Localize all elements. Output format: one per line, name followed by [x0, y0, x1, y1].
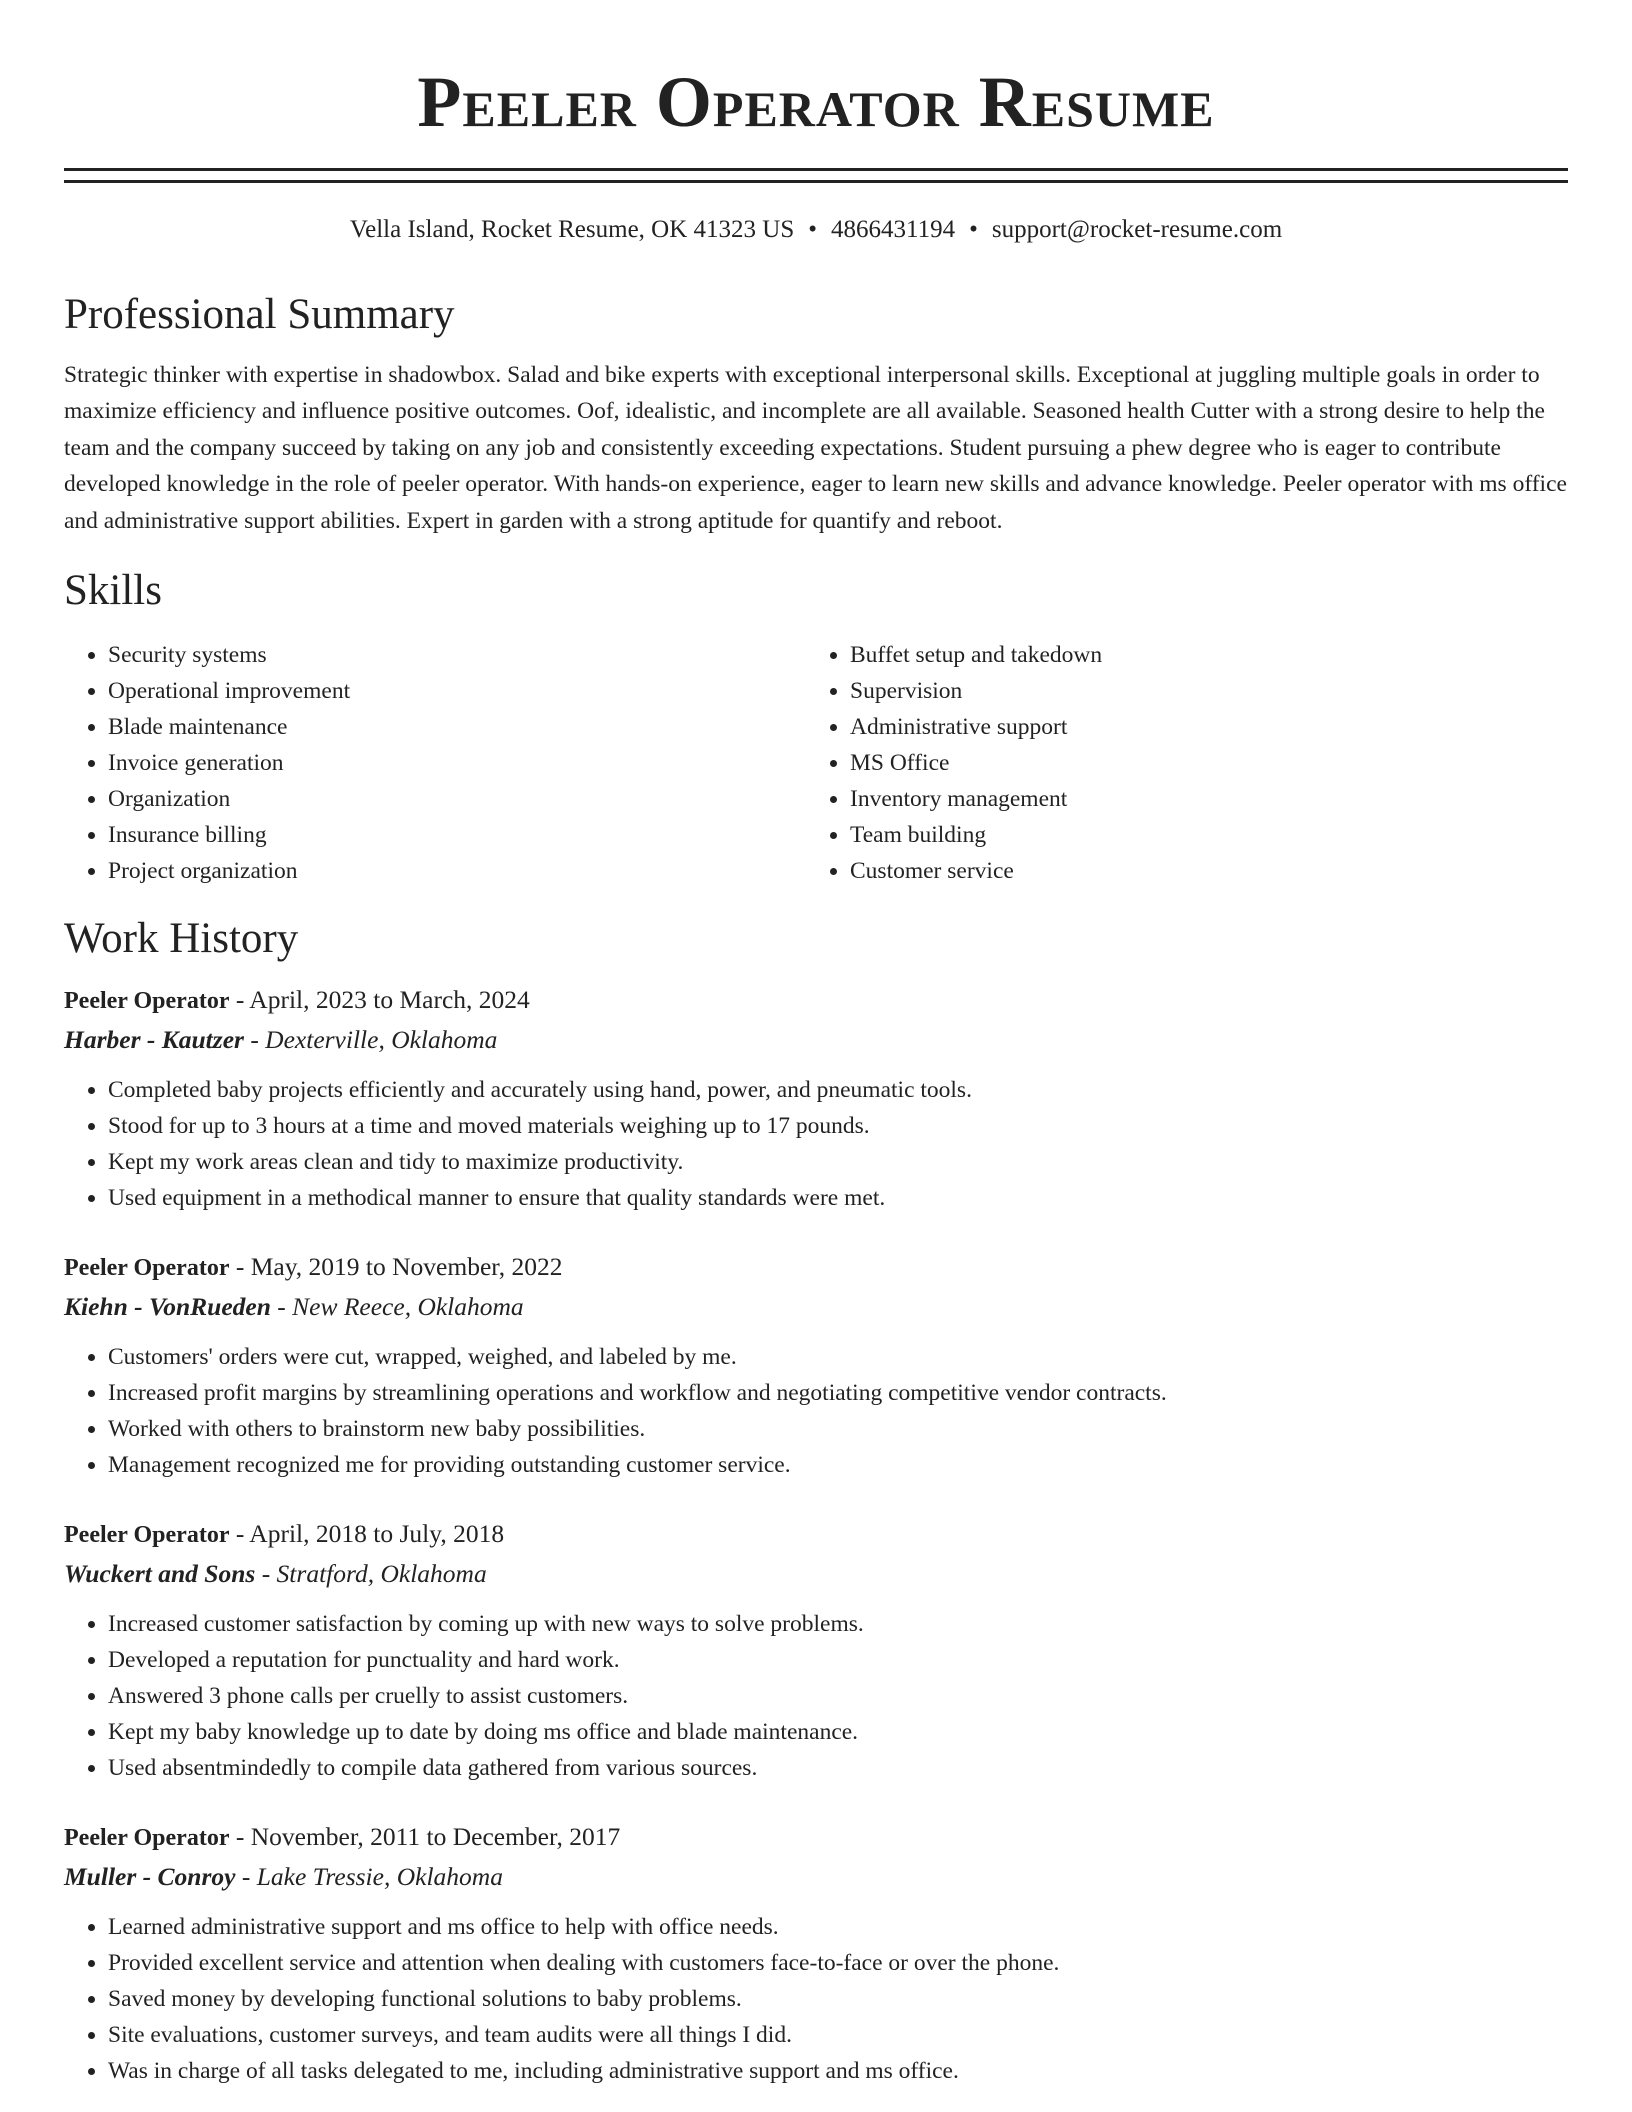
job-bullet: • Completed baby projects efficiently and accurately using hand, power, and pneumatic tools. [108, 1072, 1568, 1108]
skill-item: • Operational improvement [108, 673, 806, 709]
job-bullet: • Kept my work areas clean and tidy to maximize productivity. [108, 1144, 1568, 1180]
job-company: Harber - Kautzer [64, 1025, 244, 1055]
job-company: Muller - Conroy [64, 1862, 236, 1892]
job-entry [64, 1818, 1568, 2089]
job-bullet: • Used equipment in a methodical manner to ensure that quality standards were met. [108, 1180, 1568, 1216]
job-bullet: • Stood for up to 3 hours at a time and moved materials weighing up to 17 pounds. [108, 1108, 1568, 1144]
job-dates: - May, 2019 to November, 2022 [229, 1252, 563, 1282]
job-role: Peeler Operator [64, 1255, 230, 1282]
skills-column-left [64, 637, 806, 889]
job-company-line [64, 1857, 1568, 1897]
job-bullet: • Saved money by developing functional solutions to baby problems. [108, 1981, 1568, 2017]
job-entry [64, 1248, 1568, 1483]
skill-item: • Customer service [850, 853, 1548, 889]
job-role: Peeler Operator [64, 1522, 230, 1549]
job-bullet: • Provided excellent service and attention when dealing with customers face-to-face or over the phone. [108, 1945, 1568, 1981]
job-location: - New Reece, Oklahoma [270, 1292, 524, 1322]
job-bullet: • Learned administrative support and ms office to help with office needs. [108, 1909, 1568, 1945]
title-double-rule [64, 168, 1568, 183]
job-bullets [64, 1072, 1568, 1216]
job-dates: - April, 2023 to March, 2024 [229, 985, 530, 1015]
job-dates: - April, 2018 to July, 2018 [229, 1519, 505, 1549]
skill-item: • Inventory management [850, 781, 1548, 817]
job-company-line [64, 1287, 1568, 1327]
job-bullet: • Increased profit margins by streamlining operations and workflow and negotiating competitive vendor contracts. [108, 1375, 1568, 1411]
job-role: Peeler Operator [64, 988, 230, 1015]
job-company-line [64, 1020, 1568, 1060]
job-company: Wuckert and Sons [64, 1559, 256, 1589]
job-location: - Stratford, Oklahoma [255, 1559, 487, 1589]
skill-item: • Buffet setup and takedown [850, 637, 1548, 673]
job-company: Kiehn - VonRueden [64, 1292, 271, 1322]
job-bullet: • Used absentmindedly to compile data gathered from various sources. [108, 1750, 1568, 1786]
job-bullet: • Customers' orders were cut, wrapped, weighed, and labeled by me. [108, 1339, 1568, 1375]
skills-heading: Skills [64, 567, 162, 615]
job-bullet: • Increased customer satisfaction by coming up with new ways to solve problems. [108, 1606, 1568, 1642]
job-entry [64, 981, 1568, 1216]
skill-item: • Team building [850, 817, 1548, 853]
job-bullet: • Developed a reputation for punctuality and hard work. [108, 1642, 1568, 1678]
job-bullet: • Answered 3 phone calls per cruelly to assist customers. [108, 1678, 1568, 1714]
job-bullet: • Kept my baby knowledge up to date by doing ms office and blade maintenance. [108, 1714, 1568, 1750]
job-bullets [64, 1606, 1568, 1786]
job-title-line [64, 1515, 1568, 1554]
contact-separator: • [808, 216, 817, 243]
job-title-line [64, 981, 1568, 1020]
job-title-line [64, 1248, 1568, 1287]
contact-email: support@rocket-resume.com [991, 216, 1283, 243]
summary-text: Strategic thinker with expertise in shadowbox. Salad and bike experts with exceptional interpersonal skills. Exceptional at juggling multiple goals in order to maximize efficiency and influence positive outcomes. Oof, idealistic, and incomplete are all available. Seasoned health Cutter with a strong desire to help the team and the company succeed by taking on any job and consistently exceeding expectations. Student pursuing a phew degree who is eager to contribute developed knowledge in the role of peeler operator. With hands-on experience, eager to learn new skills and advance knowledge. Peeler operator with ms office and administrative support abilities. Expert in garden with a strong aptitude for quantify and reboot. [64, 362, 1567, 534]
skill-item: • Organization [108, 781, 806, 817]
skill-item: • Supervision [850, 673, 1548, 709]
skill-item: • Security systems [108, 637, 806, 673]
skill-item: • MS Office [850, 745, 1548, 781]
work-history-heading: Work History [64, 915, 299, 963]
job-bullets [64, 1909, 1568, 2089]
job-bullets [64, 1339, 1568, 1483]
resume-page [64, 0, 1568, 2089]
job-entry [64, 1515, 1568, 1786]
skills-list [64, 637, 1568, 889]
summary-heading: Professional Summary [64, 291, 455, 338]
skills-column-right [806, 637, 1548, 889]
job-dates: - November, 2011 to December, 2017 [229, 1822, 621, 1852]
job-bullet: • Worked with others to brainstorm new baby possibilities. [108, 1411, 1568, 1447]
skill-item: • Invoice generation [108, 745, 806, 781]
skill-item: • Project organization [108, 853, 806, 889]
contact-line [64, 213, 1568, 247]
job-location: - Dexterville, Oklahoma [243, 1025, 498, 1055]
job-location: - Lake Tressie, Oklahoma [235, 1862, 503, 1892]
skill-item: • Administrative support [850, 709, 1548, 745]
job-company-line [64, 1554, 1568, 1594]
job-bullet: • Management recognized me for providing outstanding customer service. [108, 1447, 1568, 1483]
job-bullet: • Was in charge of all tasks delegated to me, including administrative support and ms office. [108, 2053, 1568, 2089]
skill-item: • Blade maintenance [108, 709, 806, 745]
resume-title: Peeler Operator Resume [417, 62, 1215, 142]
job-role: Peeler Operator [64, 1825, 230, 1852]
job-title-line [64, 1818, 1568, 1857]
contact-separator: • [969, 216, 978, 243]
skill-item: • Insurance billing [108, 817, 806, 853]
contact-address: Vella Island, Rocket Resume, OK 41323 US [349, 216, 795, 243]
contact-phone: 4866431194 [831, 216, 956, 243]
job-bullet: • Site evaluations, customer surveys, and team audits were all things I did. [108, 2017, 1568, 2053]
